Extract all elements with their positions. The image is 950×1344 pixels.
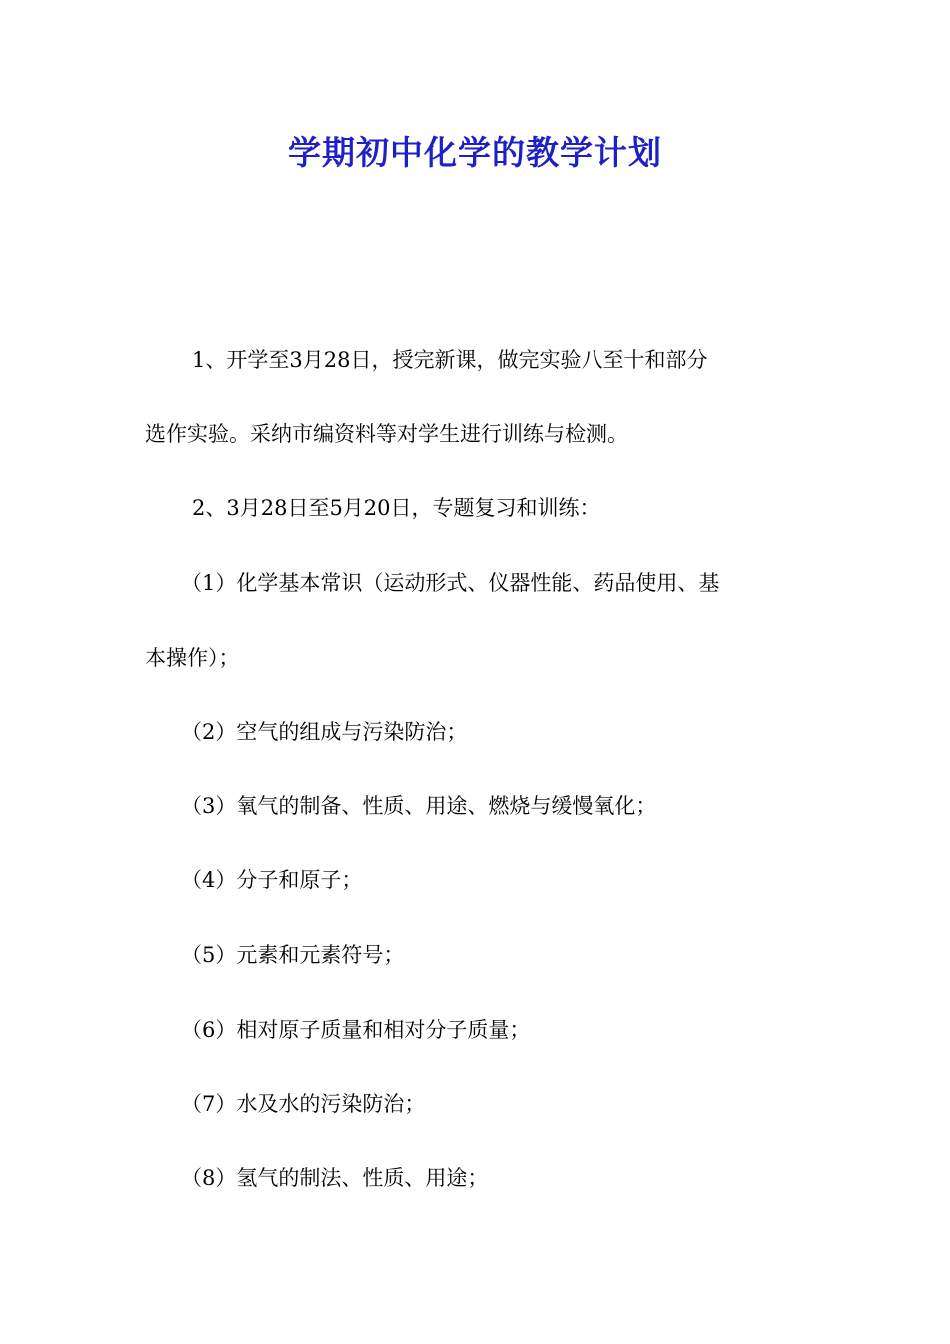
list-item-1: （1）化学基本常识（运动形式、仪器性能、药品使用、基	[181, 571, 720, 595]
paragraph-line-3: 2、3月28日至5月20日，专题复习和训练：	[192, 496, 601, 520]
list-item-1-continued: 本操作）；	[145, 646, 240, 670]
list-item-7: （7）水及水的污染防治；	[181, 1092, 426, 1116]
list-item-5: （5）元素和元素符号；	[181, 943, 405, 967]
list-item-6: （6）相对原子质量和相对分子质量；	[181, 1018, 531, 1042]
document-title: 学期初中化学的教学计划	[288, 133, 662, 172]
paragraph-line-1: 1、开学至3月28日，授完新课，做完实验八至十和部分	[192, 348, 708, 372]
list-item-3: （3）氧气的制备、性质、用途、燃烧与缓慢氧化；	[181, 794, 657, 818]
list-item-4: （4）分子和原子；	[181, 868, 363, 892]
list-item-2: （2）空气的组成与污染防治；	[181, 720, 468, 744]
paragraph-line-2: 选作实验。采纳市编资料等对学生进行训练与检测。	[145, 422, 628, 446]
list-item-8: （8）氢气的制法、性质、用途；	[181, 1166, 489, 1190]
